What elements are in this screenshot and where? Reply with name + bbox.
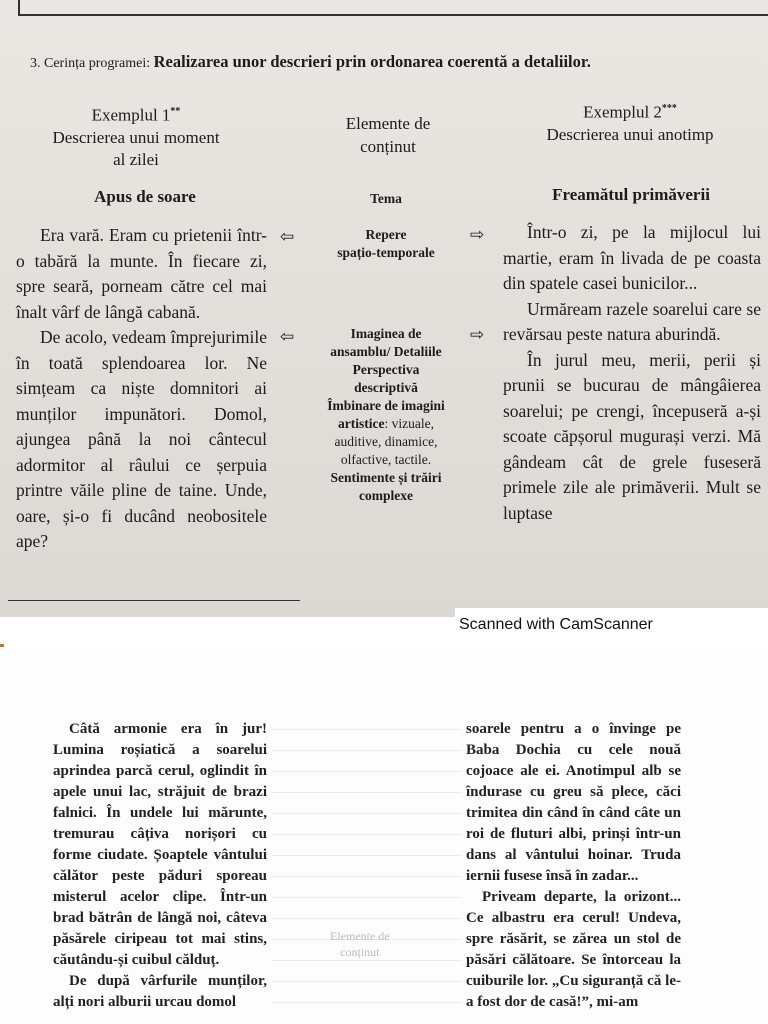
- label-imagine-1: Imaginea de: [350, 326, 422, 341]
- example1-subtitle-2: al zilei: [113, 149, 159, 169]
- example1-paragraph-1: Era vară. Eram cu prietenii într-o tabără la munte. În fiecare zi, spre seară, porneam către cel mai înalt vârf de lângă cabană.: [16, 225, 267, 322]
- label-imbinare-bold: artistice: [338, 416, 385, 431]
- example1-text: [16, 223, 267, 555]
- label-repere-2: spațio-temporale: [337, 245, 435, 260]
- bleed-through-heading: [330, 928, 390, 960]
- camscanner-watermark: Scanned with CamScanner: [459, 616, 653, 633]
- page2-left-column: [53, 719, 267, 1013]
- top-frame-line: [18, 0, 768, 16]
- example2-subtitle: Descrierea unui anotimp: [546, 124, 714, 144]
- label-imbinare-3: auditive, dinamice,: [334, 434, 438, 449]
- example2-paragraph-2: Urmăream razele soarelui care se revărsau peste natura aburindă.: [503, 298, 761, 344]
- arrow-left-icon: ⇦: [280, 227, 295, 246]
- example1-heading: Exemplul 1: [91, 105, 171, 125]
- middle-header: [318, 112, 458, 158]
- arrow-right-icon: ⇨: [470, 325, 485, 344]
- page2-right-paragraph-2: Priveam departe, la orizont... Ce albastru era cerul! Undeva, spre răsărit, se zărea un stol de păsări călătoare. Se întorceau la cuiburile lor. „Cu siguranță că le-a fost dor de casă!”, mi-am: [466, 889, 681, 1010]
- example1-header: [30, 101, 242, 171]
- example2-paragraph-1: Într-o zi, pe la mijlocul lui martie, eram în livada de pe coasta din spatele casei bunicilor...: [503, 222, 761, 293]
- label-tema: Tema: [370, 191, 402, 206]
- page2-right-column: [466, 719, 681, 1013]
- bleed-through-line-1: Elemente de: [330, 929, 390, 943]
- label-imbinare-1: Îmbinare de imagini: [327, 398, 445, 413]
- example2-header: [512, 98, 748, 146]
- example1-subtitle-1: Descrierea unui moment: [52, 127, 220, 147]
- example1-marker: **: [170, 106, 181, 117]
- example2-paragraph-3: În jurul meu, merii, perii și prunii se bucurau de mângâierea soarelui; pe crengi, începuseră a-și scoate căpșorul mugurași verzi. Mă gândeam cât de grele fuseseră primele zile ale primăverii. Mult se luptase: [503, 349, 761, 523]
- example2-text: [503, 220, 761, 526]
- label-sentimente-2: complexe: [359, 488, 413, 503]
- arrow-right-icon: ⇨: [470, 225, 485, 244]
- label-imbinare-rest: : vizuale,: [384, 416, 434, 431]
- example2-title: Freamătul primăverii: [552, 185, 710, 204]
- label-imbinare-2: [306, 415, 466, 433]
- bleed-through-line-2: conținut: [340, 945, 380, 959]
- footnote-divider: [8, 600, 300, 601]
- page2-right-paragraph-1: soarele pentru a o învinge pe Baba Dochia cu cele nouă cojoace ale ei. Anotimpul alb se îndurase cu greu să plece, căci trimitea din când în când câte un roi de fluturi albi, prinși într-un dans al vântului hoinar. Truda iernii fusese însă în zadar...: [466, 721, 681, 884]
- label-imbinare-4: olfactive, tactile.: [340, 452, 432, 467]
- example2-heading: Exemplul 2: [583, 102, 662, 122]
- example1-title: Apus de soare: [94, 187, 196, 206]
- label-imagine: [306, 325, 466, 505]
- label-repere-1: Repere: [365, 227, 407, 242]
- requirement-line: [30, 52, 591, 72]
- page2-left-paragraph-2: De după vârfurile munților, alți nori alburii urcau domol: [53, 973, 267, 1010]
- label-perspectiva-1: Perspectiva: [352, 362, 420, 377]
- arrow-left-icon: ⇦: [280, 327, 295, 346]
- label-sentimente-1: Sentimente și trăiri: [330, 470, 442, 485]
- example2-marker: ***: [661, 103, 677, 114]
- example1-paragraph-2: De acolo, vedeam împrejurimile în toată splendoarea lor. Ne simțeam ca niște domnitori ai munților impunători. Domol, ajungea până la noi cântecul adormitor al râului ce șerpuia printre văile pline de taine. Unde, oare, și-o fi ducând neobositele ape?: [16, 327, 267, 551]
- scan-artifact: [0, 644, 4, 647]
- bleed-through-text: [272, 715, 462, 1015]
- requirement-number: 3. Cerința programei:: [30, 56, 151, 71]
- label-imagine-2: ansamblu/ Detaliile: [330, 344, 442, 359]
- page2-left-paragraph-1: Câtă armonie era în jur! Lumina roșiatică a soarelui aprindea parcă cerul, oglindit în apele unui lac, străjuit de brazi falnici. În undele lui mărunte, tremurau câțiva norișori cu forme ciudate. Șoaptele vântului călător peste păduri sporeau misterul acelor clipe. Într-un brad bătrân de lângă noi, câteva păsărele ciripeau tot mai stins, căutându-și cuibul călduț.: [53, 721, 267, 968]
- label-perspectiva-2: descriptivă: [354, 380, 418, 395]
- middle-heading-1: Elemente de: [345, 114, 431, 133]
- label-repere: [320, 226, 452, 262]
- requirement-title: Realizarea unor descrieri prin ordonarea coerentă a detaliilor.: [153, 52, 591, 71]
- middle-heading-2: conținut: [360, 137, 416, 156]
